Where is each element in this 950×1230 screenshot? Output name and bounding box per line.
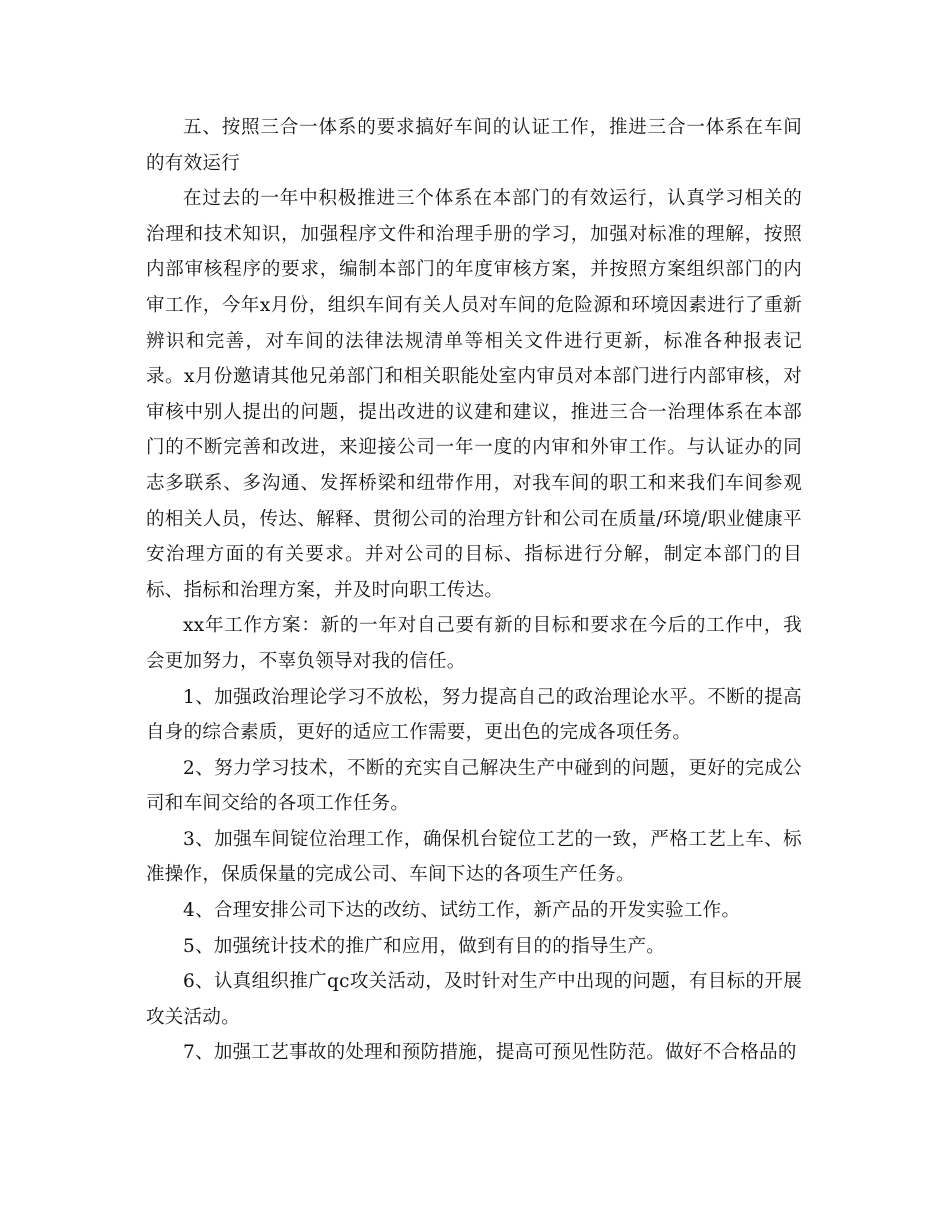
list-item: 6、认真组织推广qc攻关活动，及时针对生产中出现的问题，有目标的开展攻关活动。: [146, 971, 802, 1028]
paragraph: 在过去的一年中积极推进三个体系在本部门的有效运行，认真学习相关的治理和技术知识，加强程序文件和治理手册的学习，加强对标准的理解，按照内部审核程序的要求，编制本部门的年度审核方案，并按照方案组织部门的内审工作，今年x月份，组织车间有关人员对车间的危险源和环境因素进行了重新辨识和完善，对车间的法律法规清单等相关文件进行更新，标准各种报表记录。x月份邀请其他兄弟部门和相关职能处室内审员对本部门进行内部审核，对审核中别人提出的问题，提出改进的议建和建议，推进三合一治理体系在本部门的不断完善和改进，来迎接公司一年一度的内审和外审工作。与认证办的同志多联系、多沟通、发挥桥梁和纽带作用，对我车间的职工和来我们车间参观的相关人员，传达、解释、贯彻公司的治理方针和公司在质量/环境/职业健康平安治理方面的有关要求。并对公司的目标、指标进行分解，制定本部门的目标、指标和治理方案，并及时向职工传达。: [146, 188, 802, 601]
document-body: [146, 110, 802, 1071]
list-item: 7、加强工艺事故的处理和预防措施，提高可预见性防范。做好不合格品的: [183, 1042, 797, 1064]
section-heading: 五、按照三合一体系的要求搞好车间的认证工作，推进三合一体系在车间的有效运行: [146, 117, 802, 174]
list-item: 4、合理安排公司下达的改纺、试纺工作，新产品的开发实验工作。: [183, 900, 741, 922]
list-item: 3、加强车间锭位治理工作，确保机台锭位工艺的一致，严格工艺上车、标准操作，保质保量的完成公司、车间下达的各项生产任务。: [146, 828, 802, 886]
list-item: 2、努力学习技术，不断的充实自己解决生产中碰到的问题，更好的完成公司和车间交给的各项工作任务。: [146, 757, 802, 815]
list-item: 1、加强政治理论学习不放松，努力提高自己的政治理论水平。不断的提高自身的综合素质，更好的适应工作需要，更出色的完成各项任务。: [146, 686, 802, 744]
paragraph: xx年工作方案：新的一年对自己要有新的目标和要求在今后的工作中，我会更加努力，不辜负领导对我的信任。: [146, 615, 802, 672]
list-item: 5、加强统计技术的推广和应用，做到有目的的指导生产。: [183, 935, 666, 957]
